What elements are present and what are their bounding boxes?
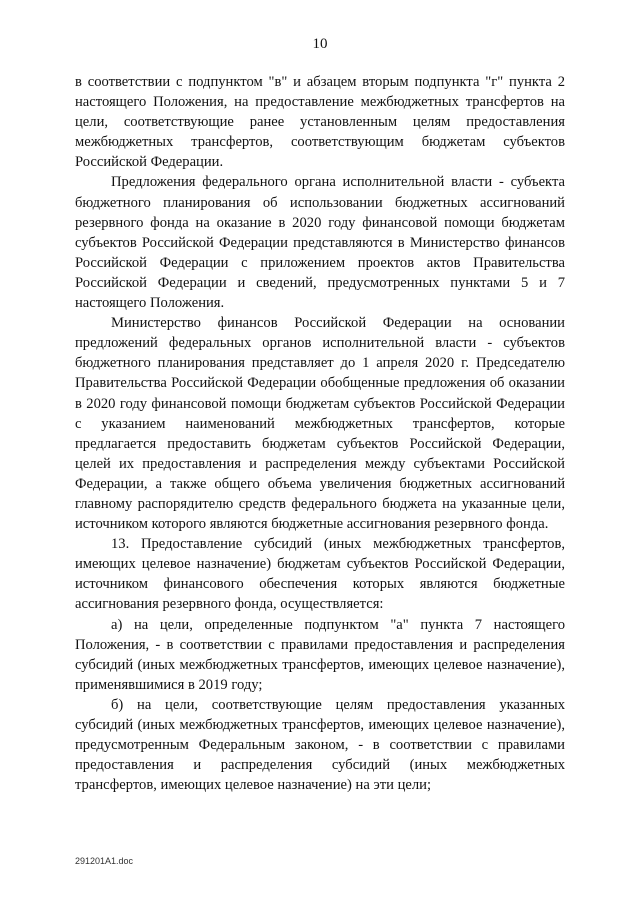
paragraph-item-a: а) на цели, определенные подпунктом "а" пункта 7 настоящего Положения, - в соответствии с правилами предоставления и распределения субсидий (иных межбюджетных трансфертов, имеющих целевое назначение), применявшимися в 2019 году;: [75, 616, 565, 693]
document-body: [75, 72, 565, 795]
footer-filename: 291201A1.doc: [75, 856, 134, 866]
paragraph-proposals: Предложения федерального органа исполнительной власти - субъекта бюджетного планирования об использовании бюджетных ассигнований резервного фонда на оказание в 2020 году финансовой помощи бюджетам субъектов Российской Федерации представляются в Министерство финансов Российской Федерации с приложением проектов актов Правительства Российской Федерации и сведений, предусмотренных пунктами 5 и 7 настоящего Положения.: [75, 174, 565, 312]
paragraph-continuation: в соответствии с подпунктом "в" и абзацем вторым подпункта "г" пункта 2 настоящего Положения, на предоставление межбюджетных трансфертов на цели, соответствующие ранее установленным целям предоставления межбюджетных трансфертов, соответствующим бюджетам субъектов Российской Федерации.: [75, 74, 565, 171]
paragraph-item-13: 13. Предоставление субсидий (иных межбюджетных трансфертов, имеющих целевое назначение) бюджетам субъектов Российской Федерации, источником финансового обеспечения которых являются бюджетные ассигнования резервного фонда, осуществляется:: [75, 536, 565, 613]
paragraph-item-b: б) на цели, соответствующие целям предоставления указанных субсидий (иных межбюджетных трансфертов, имеющих целевое назначение), предусмотренным Федеральным законом, - в соответствии с правилами предоставления и распределения субсидий (иных межбюджетных трансфертов, имеющих целевое назначение) на эти цели;: [75, 696, 565, 794]
page-number: 10: [312, 36, 328, 52]
paragraph-ministry: Министерство финансов Российской Федерации на основании предложений федеральных органов исполнительной власти - субъектов бюджетного планирования представляет до 1 апреля 2020 г. Председателю Правительства Российской Федерации обобщенные предложения об оказании в 2020 году финансовой помощи бюджетам субъектов Российской Федерации с указанием наименований межбюджетных трансфертов, которые предлагается предоставить бюджетам субъектов Российской Федерации, целей их предоставления и распределения между субъектами Российской Федерации, а также общего объема увеличения бюджетных ассигнований главному распорядителю средств федерального бюджета на указанные цели, источником которого являются бюджетные ассигнования резервного фонда.: [75, 315, 565, 533]
